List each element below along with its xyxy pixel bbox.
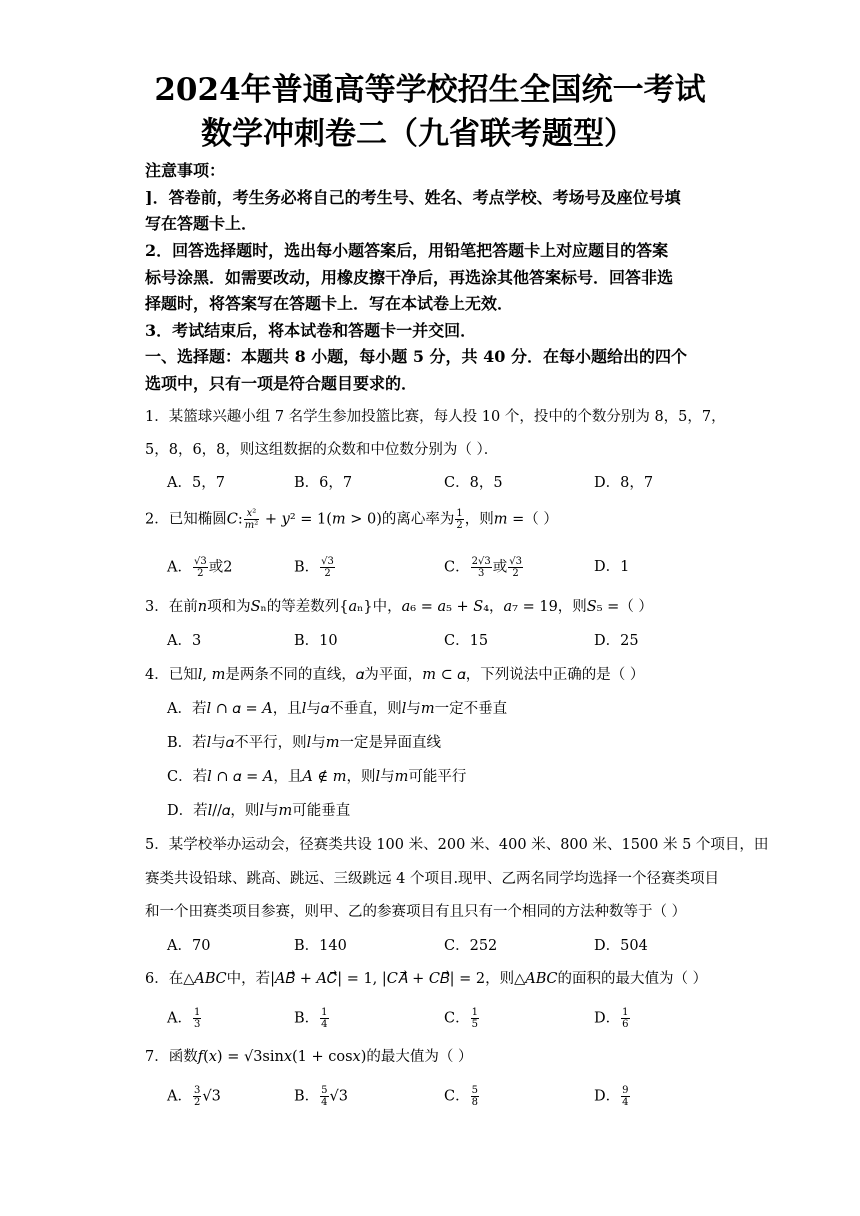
question-6: 6．在△𝐴𝐵𝐶中，若|𝐴𝐵⃗ + 𝐴𝐶⃗| = 1, |𝐶𝐴⃗ + 𝐶𝐵⃗| = 2，则△𝐴𝐵𝐶的面积的最大值为（ ） <box>145 971 708 987</box>
q2-option-a: A． $\frac{√3}{2}$ 或2 <box>167 556 233 579</box>
q5-option-c: C．252 <box>444 938 498 954</box>
q5-option-b: B．140 <box>294 938 347 954</box>
q7-option-c: C． $\frac{5}{8}$ <box>444 1085 478 1108</box>
question-2: 2．已知椭圆C: $\frac{\text{x²}}{\text{m²}}$ + y² = 1(m > 0)的离心率为 $\frac{1}{2}$ ，则𝑚 =（ ） <box>145 508 558 531</box>
q6-option-d: D． $\frac{1}{6}$ <box>594 1007 629 1030</box>
q4-option-a: A．若𝑙 ∩ 𝛼 = 𝐴，且𝑙与𝛼不垂直，则𝑙与𝑚一定不垂直 <box>167 701 508 717</box>
q2-mid: 的离心率为 <box>381 511 455 528</box>
question-4: 4．已知𝑙, 𝑚是两条不同的直线，𝛼为平面，𝑚 ⊂ 𝛼，下列说法中正确的是（ ） <box>145 667 645 683</box>
q1-option-a: A．5，7 <box>167 475 225 491</box>
q6-option-a: A． $\frac{1}{3}$ <box>167 1007 201 1030</box>
question-6-options <box>0 1007 860 1037</box>
q4-option-b: B．若𝑙与𝛼不平行，则𝑙与𝑚一定是异面直线 <box>167 735 442 751</box>
q6-option-c: C． $\frac{1}{5}$ <box>444 1007 478 1030</box>
q2-option-d: D．1 <box>594 559 630 575</box>
notice-item-2-cont2: 择题时，将答案写在答题卡上．写在本试卷上无效． <box>145 294 514 313</box>
q5-option-d: D．504 <box>594 938 648 954</box>
q1-option-c: C．8，5 <box>444 475 503 491</box>
q6-option-b: B． $\frac{1}{4}$ <box>294 1007 328 1030</box>
question-2-options <box>0 556 860 586</box>
question-7: 7．函数𝑓(𝑥) = √3sin𝑥(1 + cos𝑥)的最大值为（ ） <box>145 1049 473 1065</box>
q3-option-a: A．3 <box>167 633 202 649</box>
q5-option-a: A．70 <box>167 938 211 954</box>
q2-post: ，则𝑚 =（ ） <box>464 511 558 528</box>
question-1: 1．某篮球兴趣小组 7 名学生参加投篮比赛，每人投 10 个，投中的个数分别为 8，5，7， <box>145 409 726 425</box>
section-heading: 一、选择题：本题共 8 小题，每小题 5 分，共 40 分．在每小题给出的四个 <box>145 347 687 366</box>
q2-option-b: B． $\frac{√3}{2}$ <box>294 556 334 579</box>
q7-option-a: A． $\frac{3}{2}$ √3 <box>167 1085 221 1108</box>
q7-option-d: D． $\frac{9}{4}$ <box>594 1085 629 1108</box>
notice-item-3: 3．考试结束后，将本试卷和答题卡一并交回． <box>145 321 477 340</box>
question-3: 3．在前𝑛项和为𝑆ₙ的等差数列{𝑎ₙ}中，𝑎₆ = 𝑎₅ + 𝑆₄，𝑎₇ = 19，则𝑆₅ =（ ） <box>145 599 653 615</box>
question-7-options <box>0 1085 860 1115</box>
q3-option-c: C．15 <box>444 633 489 649</box>
q4-option-d: D．若𝑙//𝛼，则𝑙与𝑚可能垂直 <box>167 803 351 819</box>
notice-item-2-cont: 标号涂黑．如需要改动，用橡皮擦干净后，再选涂其他答案标号．回答非选 <box>145 268 674 287</box>
q1-option-b: B．6，7 <box>294 475 353 491</box>
q4-option-c: C．若𝑙 ∩ 𝛼 = 𝐴，且𝐴 ∉ 𝑚，则𝑙与𝑚可能平行 <box>167 769 467 785</box>
q2-pre: 2．已知椭圆 <box>145 511 227 528</box>
question-5-cont2: 和一个田赛类项目参赛，则甲、乙的参赛项目有且只有一个相同的方法种数等于（ ） <box>145 904 687 920</box>
notice-item-1-cont: 写在答题卡上． <box>145 214 258 233</box>
q3-option-b: B．10 <box>294 633 338 649</box>
question-1-cont: 5，8，6，8，则这组数据的众数和中位数分别为（ ）． <box>145 442 499 458</box>
question-1-options <box>0 472 860 502</box>
exam-title: 2024年普通高等学校招生全国统一考试 <box>154 72 706 108</box>
q7-option-b: B． $\frac{5}{4}$ √3 <box>294 1085 348 1108</box>
section-heading-cont: 选项中，只有一项是符合题目要求的． <box>145 374 418 393</box>
q2-option-c: C． $\frac{2√3}{3}$ 或 $\frac{√3}{2}$ <box>444 556 522 579</box>
notice-heading: 注意事项： <box>145 161 226 180</box>
question-5: 5．某学校举办运动会，径赛类共设 100 米、200 米、400 米、800 米、1500 米 5 个项目，田 <box>145 837 769 853</box>
notice-item-2: 2．回答选择题时，选出每小题答案后，用铅笔把答题卡上对应题目的答案 <box>145 241 669 260</box>
exam-subtitle: 数学冲刺卷二（九省联考题型） <box>201 116 635 152</box>
q3-option-d: D．25 <box>594 633 639 649</box>
question-5-options <box>0 935 860 965</box>
question-3-options <box>0 630 860 660</box>
notice-item-1: ]．答卷前，考生务必将自己的考生号、姓名、考点学校、考场号及座位号填 <box>145 188 681 207</box>
question-5-cont: 赛类共设铅球、跳高、跳远、三级跳远 4 个项目.现甲、乙两名同学均选择一个径赛类项目 <box>145 871 720 887</box>
q1-option-d: D．8，7 <box>594 475 654 491</box>
